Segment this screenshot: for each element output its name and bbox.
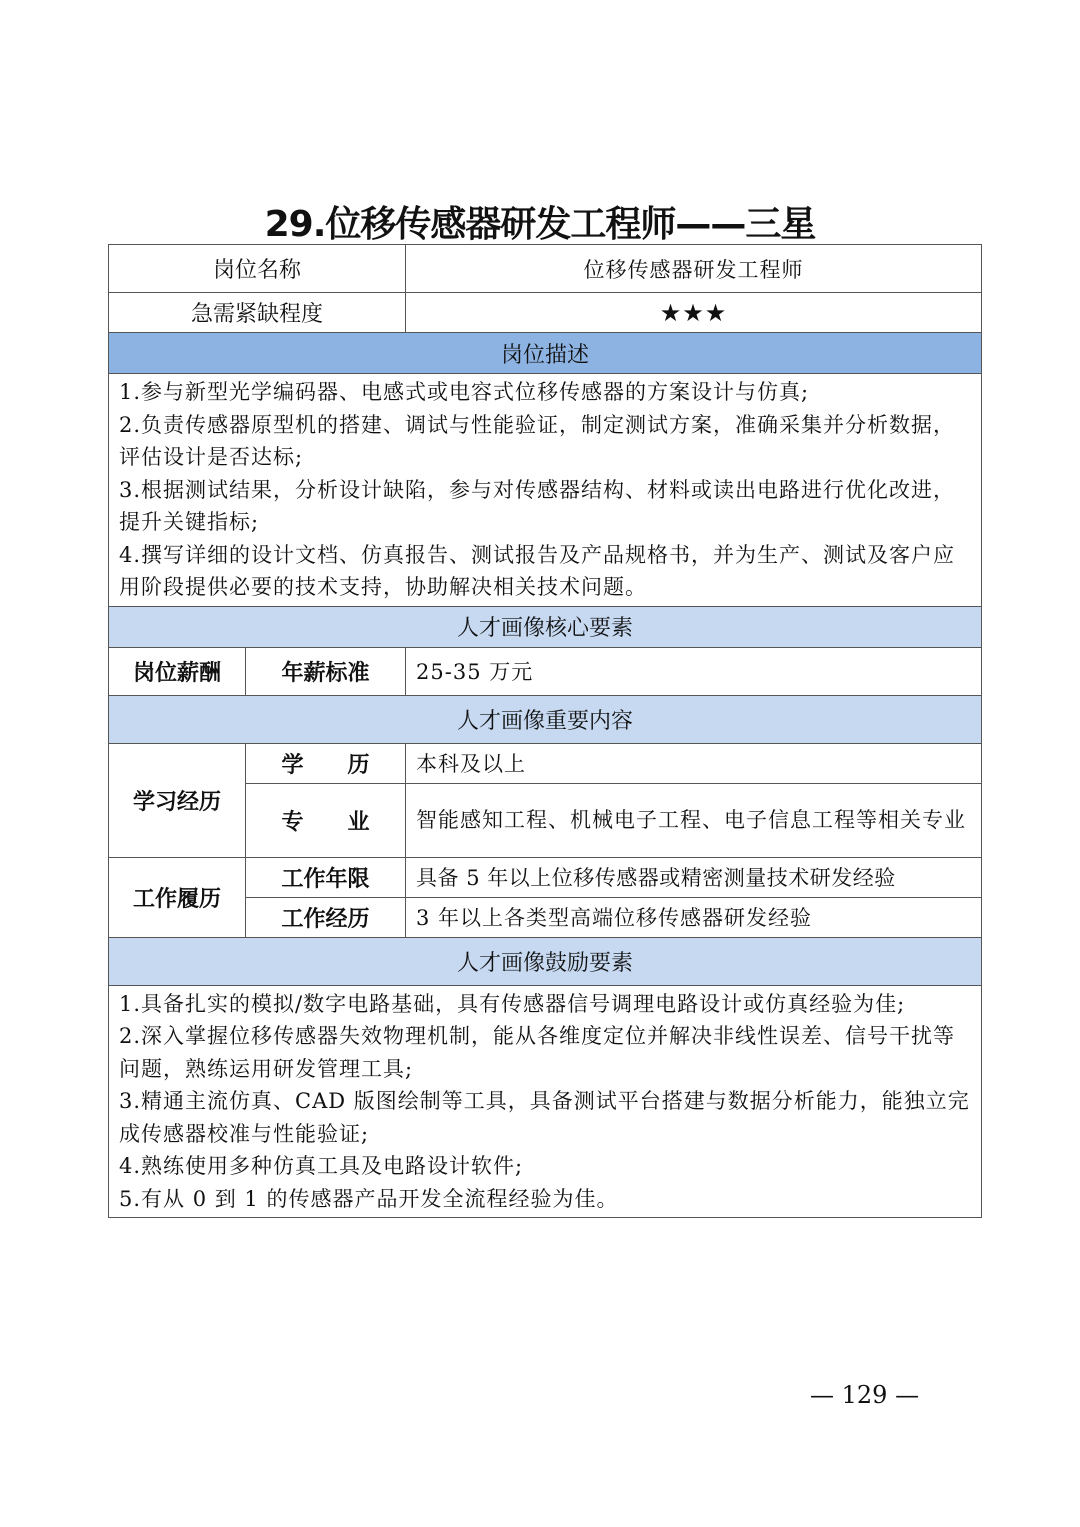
degree-label: 学 历 — [246, 743, 406, 783]
major-value: 智能感知工程、机械电子工程、电子信息工程等相关专业 — [406, 783, 982, 857]
salary-sub-label: 年薪标准 — [246, 647, 406, 695]
encourage-item: 3.精通主流仿真、CAD 版图绘制等工具，具备测试平台搭建与数据分析能力，能独立完成传感器校准与性能验证; — [119, 1089, 970, 1146]
salary-row — [109, 647, 982, 695]
experience-value: 3 年以上各类型高端位移传感器研发经验 — [406, 897, 982, 937]
experience-label: 工作经历 — [246, 897, 406, 937]
description-item: 3.根据测试结果，分析设计缺陷，参与对传感器结构、材料或读出电路进行优化改进，提升关键指标; — [119, 477, 956, 534]
encourage-header-row — [109, 937, 982, 985]
description-item: 1.参与新型光学编码器、电感式或电容式位移传感器的方案设计与仿真; — [119, 380, 810, 404]
degree-value: 本科及以上 — [406, 743, 982, 783]
page-title: 29.位移传感器研发工程师——三星 — [264, 204, 816, 245]
encourage-item: 5.有从 0 到 1 的传感器产品开发全流程经验为佳。 — [119, 1186, 619, 1211]
important-header: 人才画像重要内容 — [109, 695, 982, 743]
years-label: 工作年限 — [246, 857, 406, 897]
urgency-row — [109, 293, 982, 333]
salary-value: 25-35 万元 — [406, 647, 982, 695]
encourage-header: 人才画像鼓励要素 — [109, 937, 982, 985]
education-label: 学习经历 — [109, 743, 246, 857]
years-row — [109, 857, 982, 897]
encourage-row — [109, 985, 982, 1218]
work-label: 工作履历 — [109, 857, 246, 937]
description-row — [109, 374, 982, 607]
description-list — [109, 374, 982, 607]
major-label: 专 业 — [246, 783, 406, 857]
job-name-value: 位移传感器研发工程师 — [406, 245, 982, 293]
description-header-row — [109, 333, 982, 374]
page-number: — 129 — — [810, 1381, 920, 1409]
degree-row — [109, 743, 982, 783]
job-profile-table — [108, 244, 982, 1218]
years-value: 具备 5 年以上位移传感器或精密测量技术研发经验 — [406, 857, 982, 897]
urgency-stars: ★★★ — [406, 293, 982, 333]
core-header: 人才画像核心要素 — [109, 606, 982, 647]
core-header-row — [109, 606, 982, 647]
job-name-row — [109, 245, 982, 293]
encourage-item: 2.深入掌握位移传感器失效物理机制，能从各维度定位并解决非线性误差、信号干扰等问题，熟练运用研发管理工具; — [119, 1024, 956, 1081]
encourage-list — [109, 985, 982, 1218]
description-item: 4.撰写详细的设计文档、仿真报告、测试报告及产品规格书，并为生产、测试及客户应用阶段提供必要的技术支持，协助解决相关技术问题。 — [119, 542, 956, 599]
urgency-label: 急需紧缺程度 — [109, 293, 406, 333]
description-item: 2.负责传感器原型机的搭建、调试与性能验证，制定测试方案，准确采集并分析数据，评估设计是否达标; — [119, 412, 956, 469]
salary-label: 岗位薪酬 — [109, 647, 246, 695]
encourage-item: 1.具备扎实的模拟/数字电路基础，具有传感器信号调理电路设计或仿真经验为佳; — [119, 991, 906, 1016]
description-header: 岗位描述 — [109, 333, 982, 374]
encourage-item: 4.熟练使用多种仿真工具及电路设计软件; — [119, 1154, 524, 1178]
job-name-label: 岗位名称 — [109, 245, 406, 293]
important-header-row — [109, 695, 982, 743]
